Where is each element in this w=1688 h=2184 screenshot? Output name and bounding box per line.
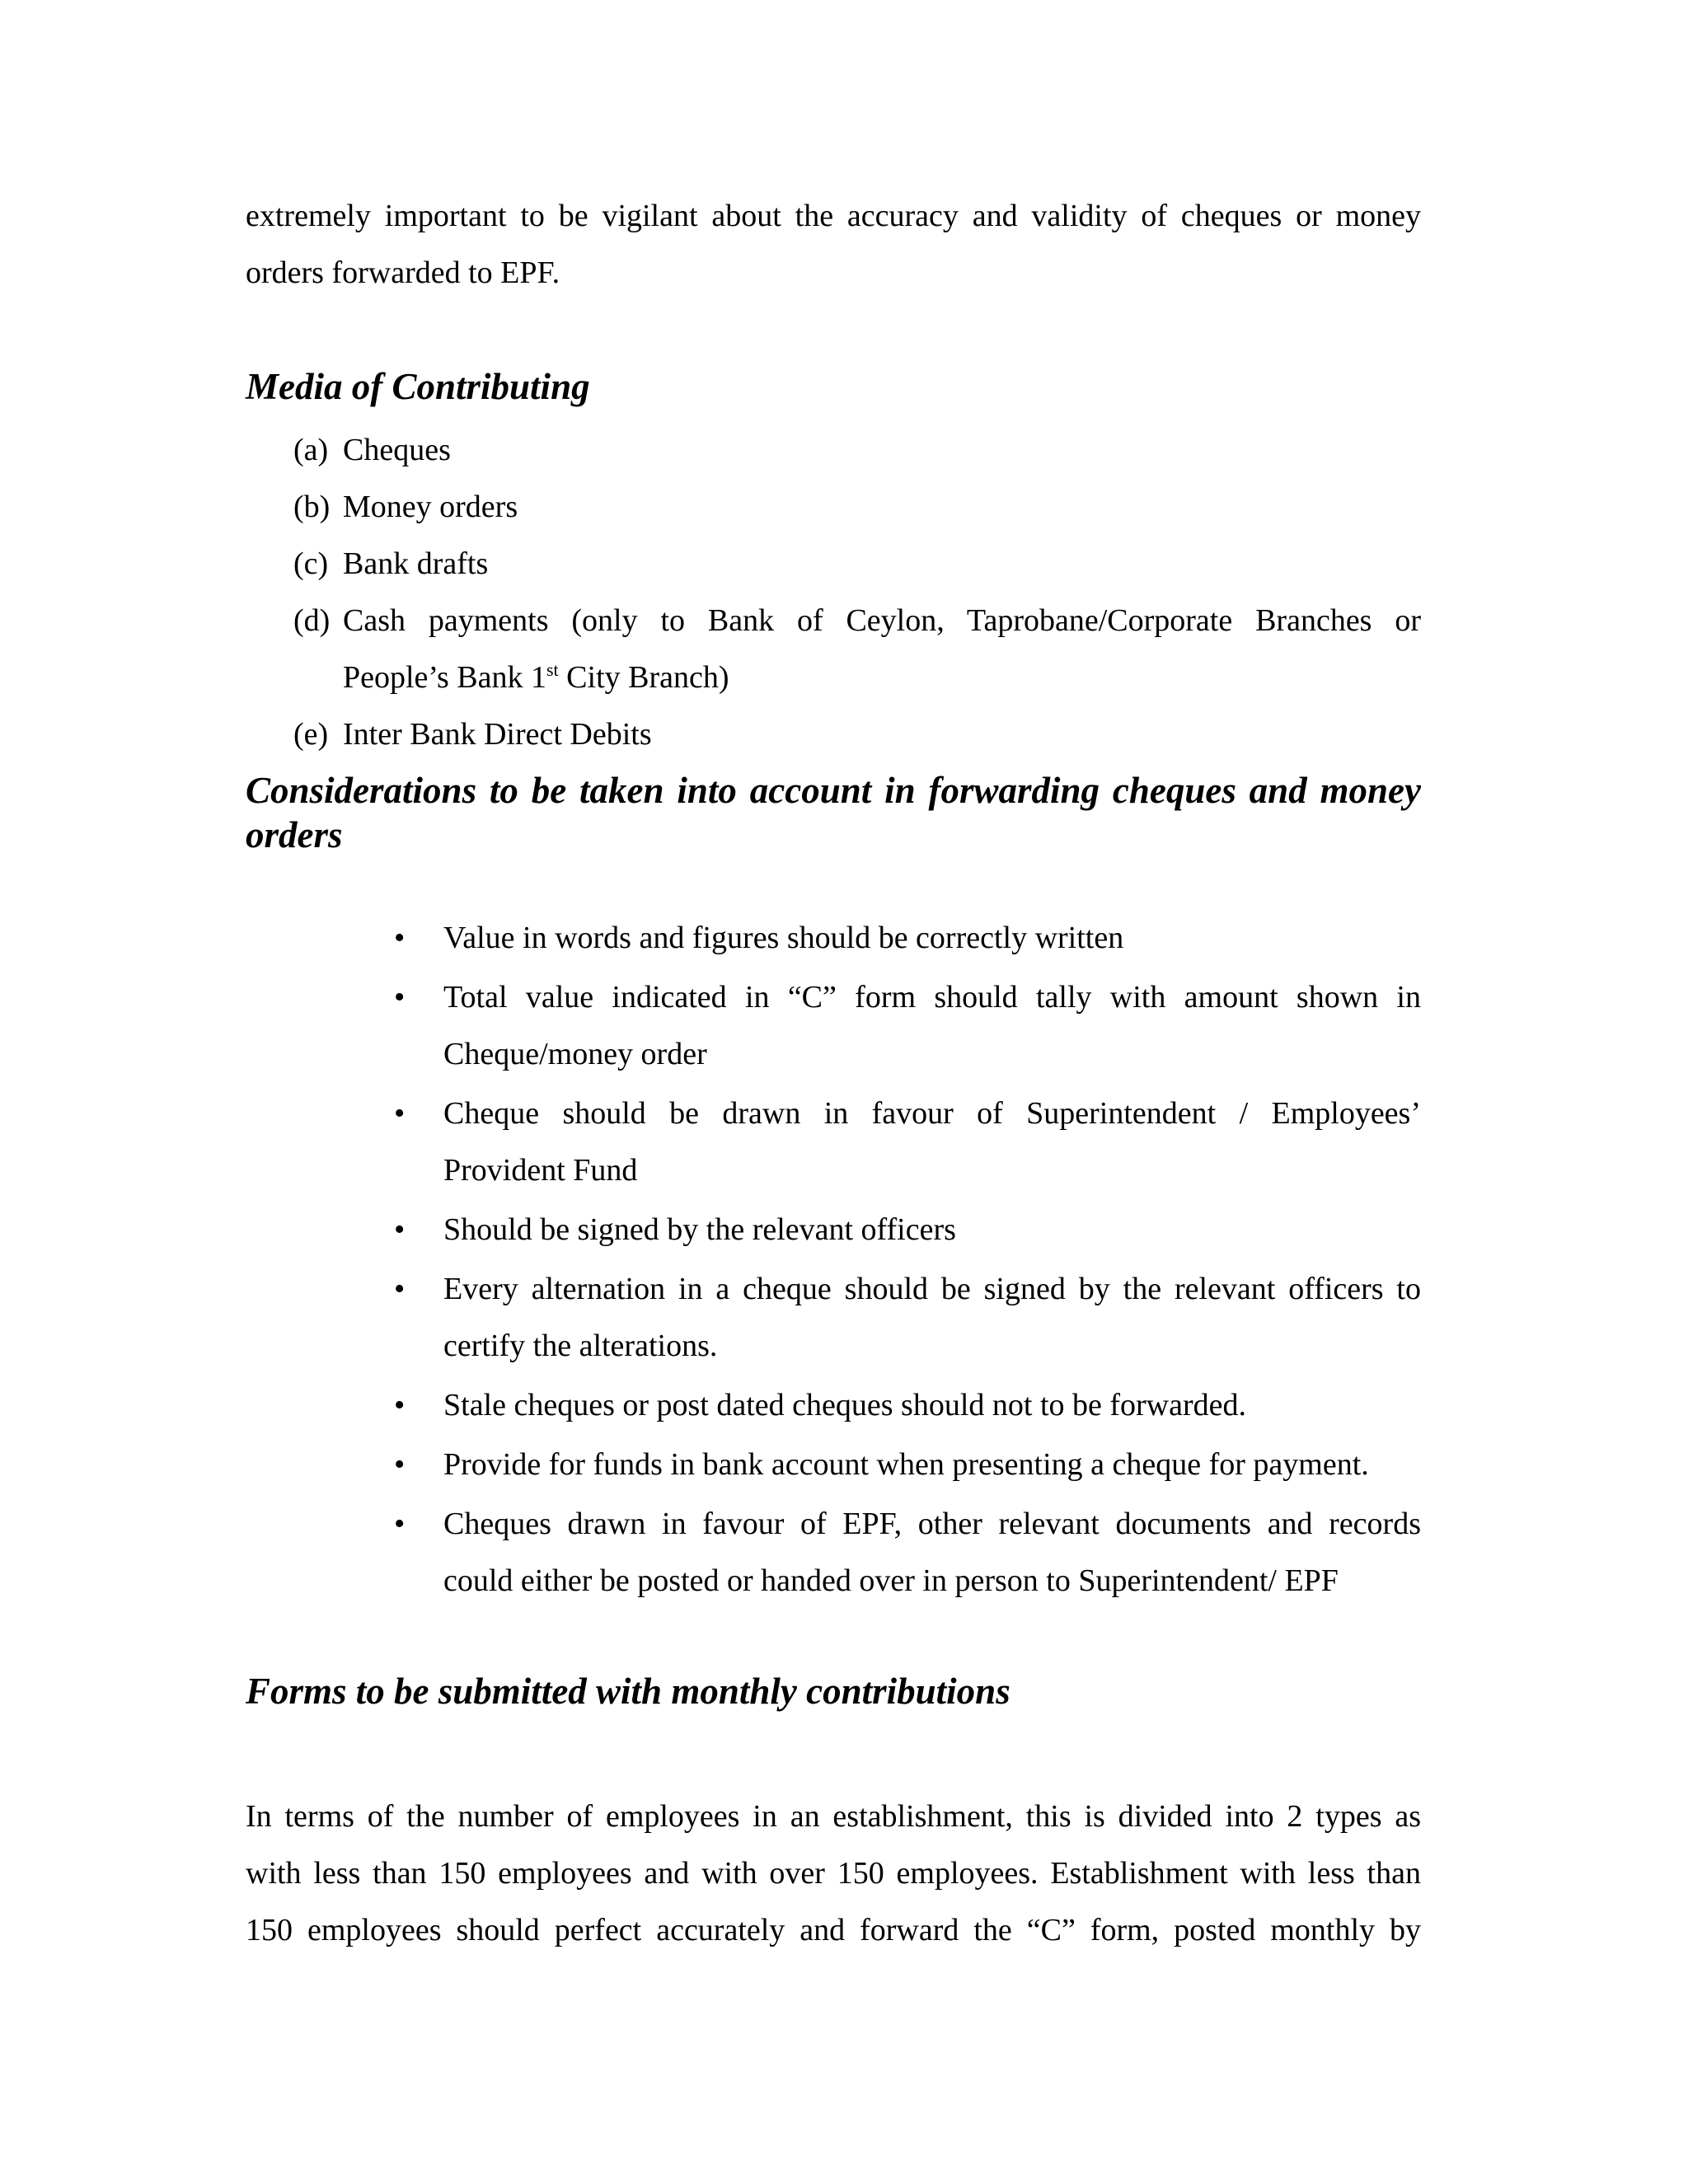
ordinal-superscript: st bbox=[546, 659, 559, 680]
list-item-text: Inter Bank Direct Debits bbox=[343, 717, 652, 752]
list-item-text: Bank drafts bbox=[343, 546, 489, 581]
bullet-icon: • bbox=[394, 1212, 406, 1247]
list-item-text-continued: Cheque/money order bbox=[443, 1037, 707, 1071]
list-item-text-continued: could either be posted or handed over in person to Superintendent/ EPF bbox=[443, 1563, 1339, 1598]
list-item-text: Every alternation in a cheque should be signed by the relevant officers to bbox=[443, 1272, 1421, 1306]
intro-line: extremely important to be vigilant about the accuracy and validity of cheques or money bbox=[246, 199, 1421, 233]
document-page bbox=[246, 0, 1421, 2184]
list-item-text: Money orders bbox=[343, 490, 518, 524]
intro-line: orders forwarded to EPF. bbox=[246, 255, 560, 290]
list-item-text: Value in words and figures should be correctly written bbox=[443, 921, 1124, 955]
list-marker: (d) bbox=[293, 603, 331, 638]
list-item bbox=[293, 536, 1421, 593]
list-item-text: Provide for funds in bank account when presenting a cheque for payment. bbox=[443, 1447, 1369, 1482]
list-item bbox=[293, 706, 1421, 763]
list-item-text: Cheques drawn in favour of EPF, other relevant documents and records bbox=[443, 1507, 1421, 1541]
forms-line: 150 employees should perfect accurately and forward the “C” form, posted monthly by bbox=[246, 1913, 1421, 1947]
list-item-text: Cheques bbox=[343, 433, 451, 467]
considerations-list bbox=[394, 910, 1421, 1612]
media-heading: Media of Contributing bbox=[246, 366, 590, 407]
considerations-heading-line: orders bbox=[246, 814, 343, 855]
list-item bbox=[394, 1261, 1421, 1375]
list-item-text: Total value indicated in “C” form should tally with amount shown in bbox=[443, 980, 1421, 1015]
list-marker: (c) bbox=[293, 546, 329, 581]
list-item bbox=[394, 1436, 1421, 1493]
list-marker: (a) bbox=[293, 433, 329, 467]
intro-paragraph bbox=[246, 188, 1421, 302]
considerations-heading-line: Considerations to be taken into account in forwarding cheques and money bbox=[246, 770, 1421, 811]
list-marker: (b) bbox=[293, 490, 331, 524]
list-item-text: Cash payments (only to Bank of Ceylon, Taprobane/Corporate Branches or bbox=[343, 603, 1421, 638]
list-marker: (e) bbox=[293, 717, 329, 752]
list-item-text: Cheque should be drawn in favour of Superintendent / Employees’ bbox=[443, 1096, 1421, 1131]
bullet-icon: • bbox=[394, 980, 406, 1015]
bullet-icon: • bbox=[394, 1096, 406, 1131]
bullet-icon: • bbox=[394, 921, 406, 955]
list-item-text: Stale cheques or post dated cheques should not to be forwarded. bbox=[443, 1388, 1247, 1422]
list-item bbox=[293, 593, 1421, 706]
bullet-icon: • bbox=[394, 1447, 406, 1482]
considerations-heading bbox=[246, 768, 1421, 857]
list-item-text-continued: People’s Bank 1st City Branch) bbox=[343, 659, 729, 695]
bullet-icon: • bbox=[394, 1507, 406, 1541]
list-item-text: Should be signed by the relevant officers bbox=[443, 1212, 956, 1247]
media-list bbox=[293, 422, 1421, 763]
list-item bbox=[394, 1202, 1421, 1258]
list-item bbox=[394, 969, 1421, 1083]
forms-heading: Forms to be submitted with monthly contributions bbox=[246, 1671, 1010, 1712]
list-item-text-continued: Provident Fund bbox=[443, 1153, 638, 1188]
list-item bbox=[394, 1377, 1421, 1434]
forms-line: In terms of the number of employees in an establishment, this is divided into 2 types as bbox=[246, 1799, 1421, 1834]
list-item bbox=[394, 1085, 1421, 1199]
bullet-icon: • bbox=[394, 1388, 406, 1422]
forms-line: with less than 150 employees and with over 150 employees. Establishment with less than bbox=[246, 1856, 1421, 1891]
list-item-text-continued: certify the alterations. bbox=[443, 1329, 718, 1363]
list-item bbox=[293, 479, 1421, 536]
list-item bbox=[394, 1496, 1421, 1610]
list-item bbox=[293, 422, 1421, 479]
bullet-icon: • bbox=[394, 1272, 406, 1306]
forms-paragraph bbox=[246, 1788, 1421, 1959]
list-item bbox=[394, 910, 1421, 967]
